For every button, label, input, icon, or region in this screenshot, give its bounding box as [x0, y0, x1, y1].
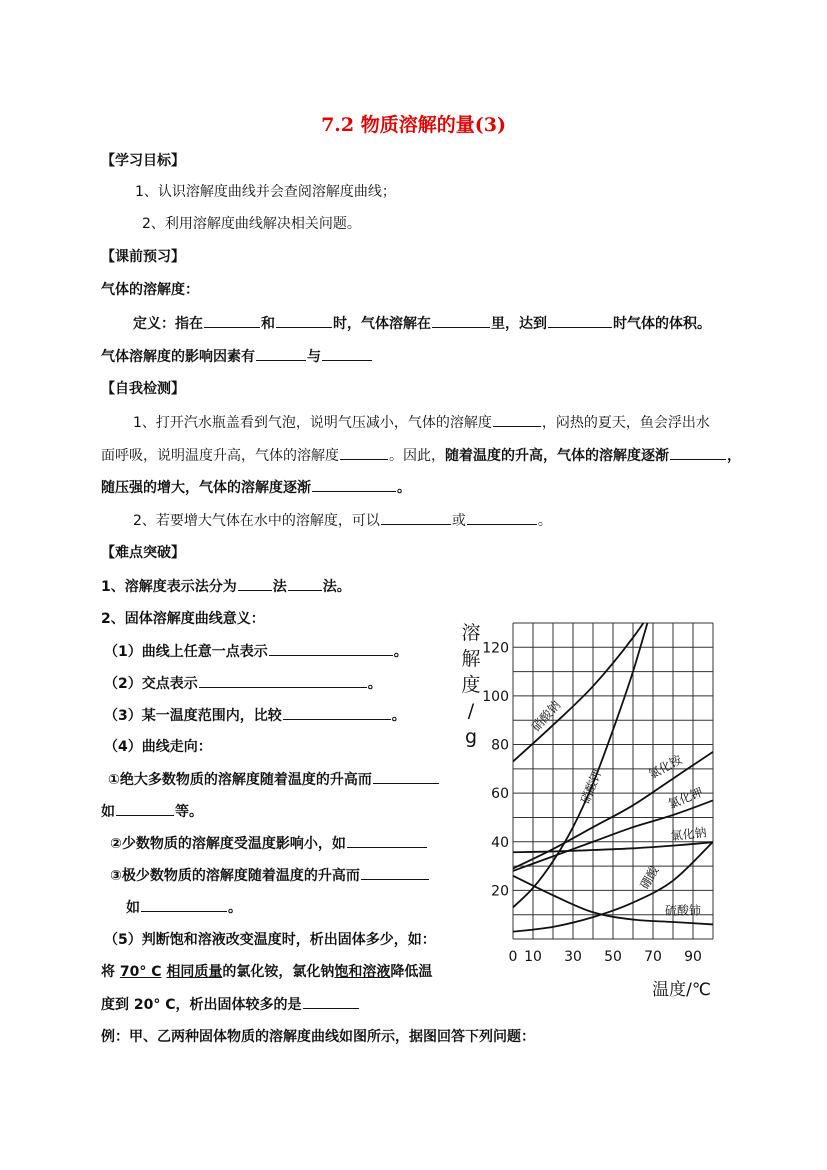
y-axis-label: 溶: [461, 622, 481, 644]
m2-blank[interactable]: [199, 673, 367, 688]
def-blank-2[interactable]: [276, 313, 332, 328]
m2-end: 。: [367, 676, 382, 692]
series-label-4: 氯化钠: [669, 825, 708, 844]
y-axis-label: g: [464, 726, 478, 748]
t3b-blank[interactable]: [141, 897, 227, 912]
selfcheck-header: 【自我检测】: [101, 381, 185, 397]
e1-text-d: 相同质量: [166, 964, 223, 980]
def-blank-3[interactable]: [432, 313, 490, 328]
meaning-3: [104, 705, 406, 726]
q1-text-g: 随压强的增大，气体的溶解度逐渐: [101, 480, 311, 496]
series-label-5: 硼酸: [637, 863, 662, 892]
meaning-4: （4）曲线走向：: [104, 739, 212, 755]
factors-line: [101, 346, 373, 367]
q1-line-1: [133, 412, 710, 433]
x-tick-label: 50: [604, 949, 622, 965]
goals-header: 【学习目标】: [101, 153, 185, 169]
preview-header: 【课前预习】: [101, 249, 185, 265]
series-label-3: 氯化钾: [666, 784, 705, 812]
x-tick-label: 90: [684, 949, 702, 965]
t1b-text-b: 等。: [175, 804, 203, 820]
y-tick-label: 20: [491, 883, 509, 900]
t1-text: ①绝大多数物质的溶解度随着温度的升高而: [108, 772, 372, 788]
d1-text-c: 法。: [322, 579, 351, 595]
m1-blank[interactable]: [269, 641, 393, 656]
e1-text-e: 的氯化铵，氯化钠: [222, 964, 335, 980]
q2-blank-2[interactable]: [467, 510, 537, 525]
trend-1: [108, 769, 440, 790]
chart-labels: [461, 622, 711, 1000]
solubility-chart: [455, 615, 725, 1000]
y-axis-label: 解: [461, 648, 481, 670]
e1-text-f: 饱和溶液: [334, 964, 391, 980]
gas-solubility-heading: 气体的溶解度：: [101, 282, 199, 298]
factors-blank-2[interactable]: [322, 346, 372, 361]
q2-text-a: 2、若要增大气体在水中的溶解度，可以: [133, 513, 380, 529]
q1-blank-3[interactable]: [670, 445, 726, 460]
goal-2: 2、利用溶解度曲线解决相关问题。: [142, 216, 361, 232]
t2-text: ②少数物质的溶解度受温度影响小，如: [110, 836, 346, 852]
example-question: 例：甲、乙两种固体物质的溶解度曲线如图所示，据图回答下列问题：: [101, 1029, 535, 1045]
x-axis-label: 温度/℃: [652, 980, 711, 1000]
t3-text: ③极少数物质的溶解度随着温度的升高而: [110, 868, 360, 884]
factors-text-b: 与: [307, 349, 321, 365]
d1-blank-2[interactable]: [288, 576, 322, 591]
d1-text-b: 法: [272, 579, 287, 595]
meaning-5: （5）判断饱和溶液改变温度时，析出固体多少，如：: [104, 932, 436, 948]
e2-text-a: 度到 20° C，析出固体较多的是: [101, 997, 302, 1013]
def-text-d: 里，达到: [491, 316, 547, 332]
def-blank-4[interactable]: [548, 313, 612, 328]
q2-text-b: 或: [451, 513, 466, 529]
def-text-b: 和: [261, 316, 275, 332]
x-tick-label: 30: [564, 949, 582, 965]
trend-2: [110, 833, 428, 854]
series-label-2: 氯化铵: [645, 752, 685, 782]
q2-text-c: 。: [537, 513, 552, 529]
t3b-text-a: 如: [126, 900, 140, 916]
goal-1: 1、认识溶解度曲线并会查阅溶解度曲线；: [135, 184, 396, 200]
trend-3: [110, 865, 430, 886]
q1-text-d: 。因此，: [389, 448, 445, 464]
t3b-text-b: 。: [228, 900, 242, 916]
m3-text: （3）某一温度范围内，比较: [104, 708, 282, 724]
m1-text: （1）曲线上任意一点表示: [104, 644, 268, 660]
y-tick-label: 60: [491, 786, 509, 803]
q1-text-a: 1、打开汽水瓶盖看到气泡，说明气压减小，气体的溶解度: [133, 415, 492, 431]
definition-line: [133, 313, 711, 334]
series-label-1: 硝酸钾: [578, 767, 605, 806]
def-text-e: 时气体的体积。: [613, 316, 711, 332]
t1-blank[interactable]: [373, 769, 439, 784]
d2-line: 2、固体溶解度曲线意义：: [101, 611, 265, 627]
x-tick-label: 10: [524, 949, 542, 965]
trend-3-example: [126, 897, 242, 918]
meaning-2: [104, 673, 382, 694]
y-tick-label: 100: [482, 688, 509, 705]
e2-blank[interactable]: [303, 994, 359, 1009]
t3-blank[interactable]: [361, 865, 429, 880]
q1-text-e: 随着温度的升高，气体的溶解度逐渐: [445, 448, 669, 464]
m3-end: 。: [391, 708, 406, 724]
q2-blank-1[interactable]: [381, 510, 451, 525]
example-line-2: [101, 994, 360, 1015]
d1-text-a: 1、溶解度表示法分为: [101, 579, 237, 595]
difficult-header: 【难点突破】: [101, 545, 185, 561]
trend-1-example: [101, 801, 203, 822]
q1-text-b: ，闷热的夏天，鱼会浮出水: [541, 415, 710, 431]
q1-blank-2[interactable]: [340, 445, 388, 460]
e1-text-a: 将: [101, 964, 120, 980]
q1-text-f: ，: [727, 448, 741, 464]
q2-line: [133, 510, 552, 531]
q1-text-h: 。: [397, 480, 411, 496]
m1-end: 。: [393, 644, 408, 660]
y-tick-label: 120: [482, 640, 509, 657]
t1b-text-a: 如: [101, 804, 115, 820]
q1-blank-1[interactable]: [493, 412, 541, 427]
page-title: 7.2 物质溶解的量(3): [321, 114, 506, 136]
e1-text-b: 70° C: [119, 964, 162, 980]
t1b-blank[interactable]: [116, 801, 174, 816]
y-axis-label: /: [467, 700, 475, 722]
d1-blank-1[interactable]: [238, 576, 272, 591]
factors-blank-1[interactable]: [256, 346, 306, 361]
x-tick-label: 0: [508, 949, 518, 965]
e1-text-g: 降低温: [390, 964, 433, 980]
q1-line-2: [101, 445, 741, 466]
y-tick-label: 80: [491, 737, 509, 754]
factors-text-a: 气体溶解度的影响因素有: [101, 349, 255, 365]
q1-line-3: [101, 477, 411, 498]
d1-line: [101, 576, 351, 597]
chart-grid: [513, 623, 713, 939]
series-label-6: 硫酸铈: [664, 903, 702, 918]
q1-blank-4[interactable]: [312, 477, 396, 492]
x-tick-label: 70: [644, 949, 662, 965]
q1-text-c: 面呼吸，说明温度升高，气体的溶解度: [101, 448, 339, 464]
def-text-c: 时，气体溶解在: [333, 316, 431, 332]
meaning-1: [104, 641, 408, 662]
m3-blank[interactable]: [283, 705, 391, 720]
t2-blank[interactable]: [347, 833, 427, 848]
m2-text: （2）交点表示: [104, 676, 198, 692]
def-blank-1[interactable]: [204, 313, 260, 328]
series-label-0: 硝酸钠: [528, 697, 564, 735]
y-tick-label: 40: [491, 834, 509, 851]
def-text-a: 定义：指在: [133, 316, 203, 332]
example-line-1: [101, 962, 432, 982]
y-axis-label: 度: [461, 674, 481, 696]
